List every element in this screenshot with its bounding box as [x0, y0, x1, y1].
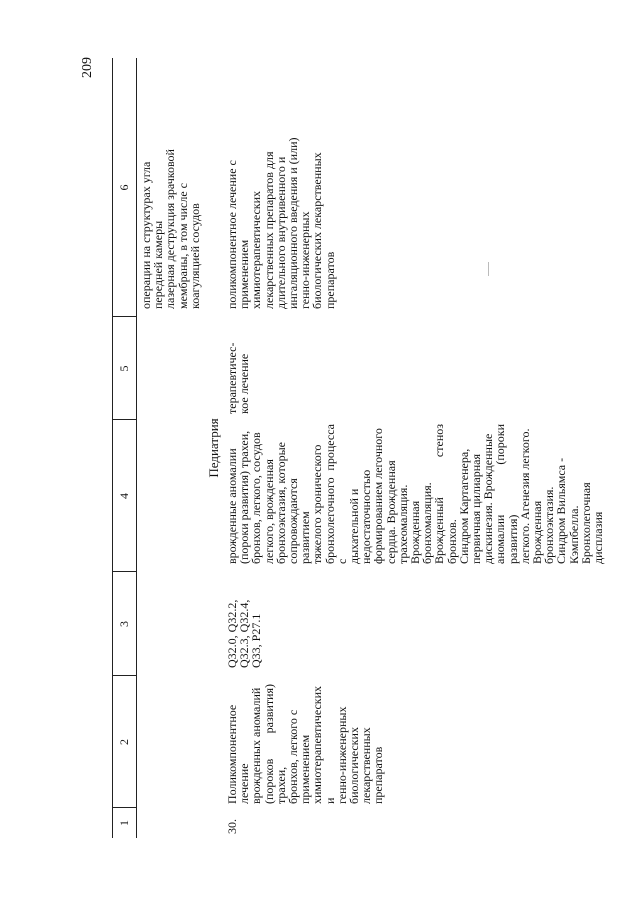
- text-line: дискинезия. Врожденные: [481, 433, 496, 564]
- header-col-5: 5: [117, 365, 131, 372]
- header-bottom-border: [136, 58, 137, 838]
- page-number: 209: [80, 57, 95, 78]
- row30-col6: [226, 79, 336, 309]
- text-line: биологических: [347, 727, 362, 804]
- text-line: сердца. Врожденная: [383, 460, 398, 564]
- header-col-3: 3: [117, 621, 131, 627]
- header-col-6: 6: [117, 184, 131, 191]
- text-line: генно-инженерных: [334, 706, 349, 804]
- text-line: коагуляцией сосудов: [187, 203, 202, 309]
- text-line: лекарственных препаратов для: [261, 151, 276, 309]
- text-line: генно-инженерных: [298, 211, 313, 309]
- header-col-2: 2: [117, 739, 131, 745]
- text-line: дыхательной и: [347, 488, 362, 564]
- text-line: Синдром Картагенера,: [456, 448, 471, 564]
- text-line: Q32.3, Q32.4,: [237, 599, 252, 668]
- text-line: поликомпонентное лечение с: [225, 160, 239, 309]
- row-number: 30.: [225, 819, 239, 834]
- text-line: легкого, врожденная: [261, 459, 276, 564]
- text-line: применением: [237, 239, 252, 309]
- text-line: лазерная деструкция зрачковой: [163, 149, 178, 309]
- text-line: бронхоэктазия, которые: [273, 442, 288, 564]
- text-line: Поликомпонентное лечение: [225, 704, 252, 804]
- row30-col4: [226, 424, 604, 564]
- section-heading: Педиатрия: [206, 418, 221, 478]
- text-line: дисплазия: [591, 511, 606, 564]
- row30-col5: [226, 322, 250, 414]
- text-line: Q32.0, Q32.2,: [225, 599, 239, 668]
- text-line: трахеомаляция. Врожденная: [395, 484, 423, 564]
- text-line: врожденных аномалий: [249, 687, 264, 804]
- text-line: бронхомаляция.: [420, 482, 435, 564]
- text-line: аномалии (пороки развития): [493, 424, 520, 564]
- rotated-table: [112, 58, 606, 838]
- row30-col3: [226, 582, 263, 668]
- text-line: (пороки развития) трахеи,: [237, 430, 252, 564]
- text-line: передней камеры: [151, 220, 166, 309]
- text-line: недостаточностью: [359, 469, 374, 564]
- text-line: применением: [298, 734, 313, 804]
- table-top-border: [112, 58, 113, 838]
- text-line: первичная цилиарная: [469, 454, 484, 564]
- continued-row-col6: [140, 81, 201, 309]
- text-line: ингаляционного введения и (или): [286, 137, 301, 309]
- text-line: Врожденная бронхоэктазия.: [530, 486, 557, 564]
- text-line: сопровождаются развитием: [286, 478, 313, 564]
- header-col-1: 1: [117, 820, 131, 826]
- text-line: бронхолегочного процесса с: [322, 424, 349, 564]
- text-line: химиотерапевтических и: [310, 685, 337, 804]
- text-line: длительного внутривенного и: [273, 156, 288, 309]
- header-col-4: 4: [117, 493, 131, 499]
- text-line: препаратов: [322, 251, 337, 309]
- text-line: операции на структурах угла: [139, 161, 153, 309]
- text-line: легкого. Агенезия легкого.: [517, 428, 532, 564]
- text-line: Кэмпбелла. Бронхолегочная: [566, 482, 593, 564]
- text-line: кое лечение: [237, 353, 252, 414]
- text-line: врожденные аномалии: [225, 448, 239, 564]
- text-line: Синдром Вильямса -: [554, 457, 569, 564]
- text-line: Врожденный стеноз бронхов.: [432, 424, 459, 564]
- text-line: химиотерапевтических: [249, 190, 264, 309]
- text-line: тяжелого хронического: [310, 444, 325, 564]
- text-line: Q33, P27.1: [249, 613, 264, 668]
- text-line: биологических лекарственных: [310, 152, 325, 309]
- text-line: бронхов, легкого с: [286, 709, 301, 804]
- text-line: формированием легочного: [371, 428, 386, 564]
- text-line: терапевтичес-: [225, 342, 239, 414]
- text-line: лекарственных препаратов: [359, 727, 386, 804]
- text-line: мембраны, в том числе с: [175, 183, 190, 309]
- row30-col2: [226, 684, 385, 804]
- text-line: (пороков развития) трахеи,: [261, 684, 288, 804]
- text-line: бронхов, легкого, сосудов: [249, 432, 264, 564]
